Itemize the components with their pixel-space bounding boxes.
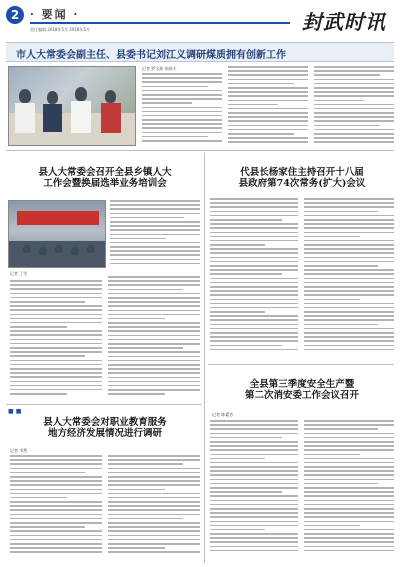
lead-photo-caption: 记者 罗宝珠 张晓丰 xyxy=(142,66,177,71)
story-left-body-col3 xyxy=(108,276,200,400)
page-number: 2 xyxy=(6,6,24,24)
story-left-body-col1 xyxy=(110,200,200,270)
story-bottom-left-headline: 县人大常委会对职业教育服务 地方经济发展情况进行调研 xyxy=(43,417,167,439)
story-left-body-col2 xyxy=(10,280,102,400)
lead-body-col3 xyxy=(314,66,394,147)
lead-headline: 市人大常委会副主任、县委书记刘江义调研煤质拥有创新工作 xyxy=(16,50,286,61)
masthead-meta: 责任编辑 2018年5月 2018年5月 xyxy=(30,27,90,32)
story-bottom-right-headline: 全县第三季度安全生产暨 第二次消安委工作会议召开 xyxy=(244,379,359,401)
story-bottom-right-byline: 记者 陈素芳 xyxy=(212,412,234,417)
column-divider xyxy=(204,153,205,563)
masthead-rule xyxy=(30,22,290,24)
story-left-photo xyxy=(8,200,106,268)
story-marker-icon: ■ ■ xyxy=(8,408,22,415)
lead-headline-band xyxy=(6,42,394,62)
story-bottom-left-body-col2 xyxy=(108,455,200,559)
story-left-caption: 记者 丁雪 xyxy=(10,271,28,276)
right-divider xyxy=(208,364,394,365)
newspaper-brand: 封武时讯 xyxy=(302,10,386,34)
story-right-headline: 代县长杨家住主持召开十八届 县政府第74次常务(扩大)会议 xyxy=(238,167,366,189)
lead-photo xyxy=(8,66,136,146)
story-right-body-col1 xyxy=(210,198,298,360)
lead-body-col2 xyxy=(228,66,308,147)
story-left-headline: 县人大常委会召开全县乡镇人大 工作会暨换届选举业务培训会 xyxy=(38,167,172,189)
story-bottom-left-body-col1 xyxy=(10,455,102,559)
story-right-body-col2 xyxy=(304,198,394,360)
masthead xyxy=(0,0,400,40)
story-bottom-left-byline: 记者 韦然 xyxy=(10,448,28,453)
section-divider xyxy=(6,150,394,151)
story-bottom-right-body-col1 xyxy=(210,420,298,560)
section-label: · 要闻 · xyxy=(30,8,80,21)
lead-body-col1 xyxy=(142,73,222,147)
left-divider xyxy=(6,404,202,405)
story-bottom-right-body-col2 xyxy=(304,420,394,560)
